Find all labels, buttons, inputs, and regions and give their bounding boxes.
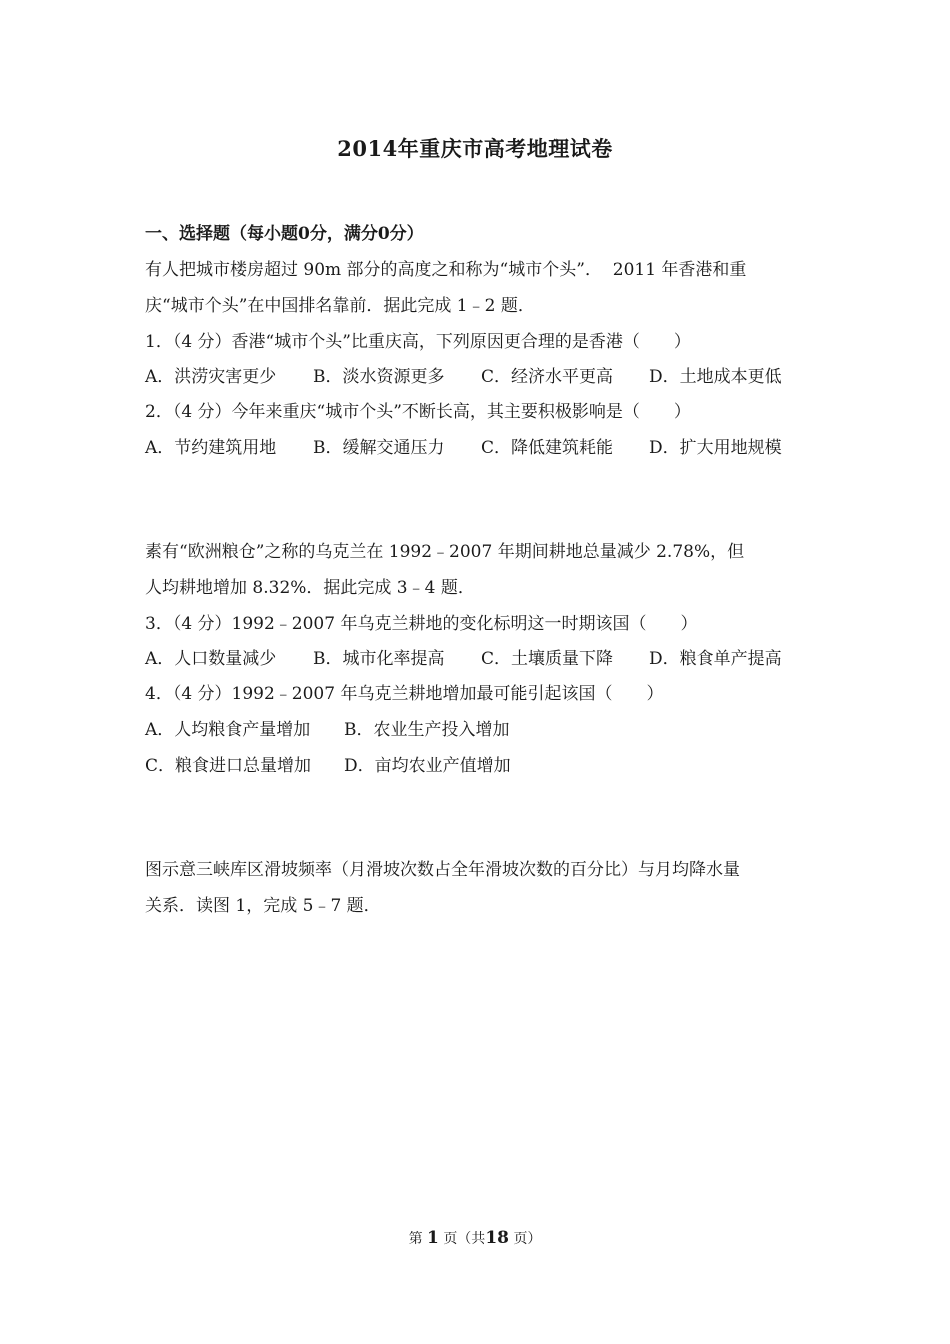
- passage-1-line-2: 庆“城市个头”在中国排名靠前．据此完成 1﹣2 题．: [145, 296, 535, 316]
- q4-option-c: C．粮食进口总量增加: [145, 756, 312, 776]
- q4-option-d: D．亩均农业产值增加: [344, 756, 511, 776]
- question-4-options-row-1: [145, 718, 510, 742]
- q2-option-b: B．缓解交通压力: [313, 438, 445, 458]
- q2-option-d: D．扩大用地规模: [649, 438, 782, 458]
- q3-option-b: B．城市化率提高: [313, 649, 445, 669]
- q1-option-a: A．洪涝灾害更少: [145, 367, 277, 387]
- question-1-options: [145, 365, 782, 389]
- q1-option-b: B．淡水资源更多: [313, 367, 445, 387]
- question-4-options-row-2: [145, 754, 511, 778]
- q1-option-c: C．经济水平更高: [481, 367, 614, 387]
- footer-middle: 页（共: [443, 1231, 486, 1247]
- footer-total-pages: 18: [485, 1228, 509, 1248]
- q2-option-a: A．节约建筑用地: [145, 438, 277, 458]
- question-2-options: [145, 436, 782, 460]
- passage-1-line-1: 有人把城市楼房超过 90m 部分的高度之和称为“城市个头”． 2011 年香港和重: [145, 260, 747, 280]
- page-title: 2014年重庆市高考地理试卷: [337, 136, 613, 161]
- question-3-options: [145, 647, 782, 671]
- passage-3-line-1: 图示意三峡库区滑坡频率（月滑坡次数占全年滑坡次数的百分比）与月均降水量: [145, 860, 740, 880]
- q3-option-d: D．粮食单产提高: [649, 649, 782, 669]
- question-2-stem: 2．（4 分）今年来重庆“城市个头”不断长高，其主要积极影响是（ ）: [145, 402, 691, 422]
- passage-2-line-2: 人均耕地增加 8.32%．据此完成 3﹣4 题．: [145, 578, 475, 598]
- passage-2-line-1: 素有“欧洲粮仓”之称的乌克兰在 1992﹣2007 年期间耕地总量减少 2.78%，但: [145, 542, 745, 562]
- question-3-stem: 3．（4 分）1992﹣2007 年乌克兰耕地的变化标明这一时期该国（ ）: [145, 614, 698, 634]
- passage-3-line-2: 关系．读图 1，完成 5﹣7 题．: [145, 896, 381, 916]
- footer-suffix: 页）: [513, 1231, 542, 1247]
- footer-page-number: 1: [427, 1228, 439, 1248]
- footer-prefix: 第: [408, 1231, 423, 1247]
- question-1-stem: 1．（4 分）香港“城市个头”比重庆高，下列原因更合理的是香港（ ）: [145, 332, 691, 352]
- q2-option-c: C．降低建筑耗能: [481, 438, 614, 458]
- page-footer: [0, 1228, 950, 1248]
- q3-option-a: A．人口数量减少: [145, 649, 277, 669]
- q1-option-d: D．土地成本更低: [649, 367, 782, 387]
- q4-option-a: A．人均粮食产量增加: [145, 720, 311, 740]
- q3-option-c: C．土壤质量下降: [481, 649, 614, 669]
- section-heading: 一、选择题（每小题0分，满分0分）: [145, 224, 424, 244]
- q4-option-b: B．农业生产投入增加: [344, 720, 510, 740]
- question-4-stem: 4．（4 分）1992﹣2007 年乌克兰耕地增加最可能引起该国（ ）: [145, 684, 664, 704]
